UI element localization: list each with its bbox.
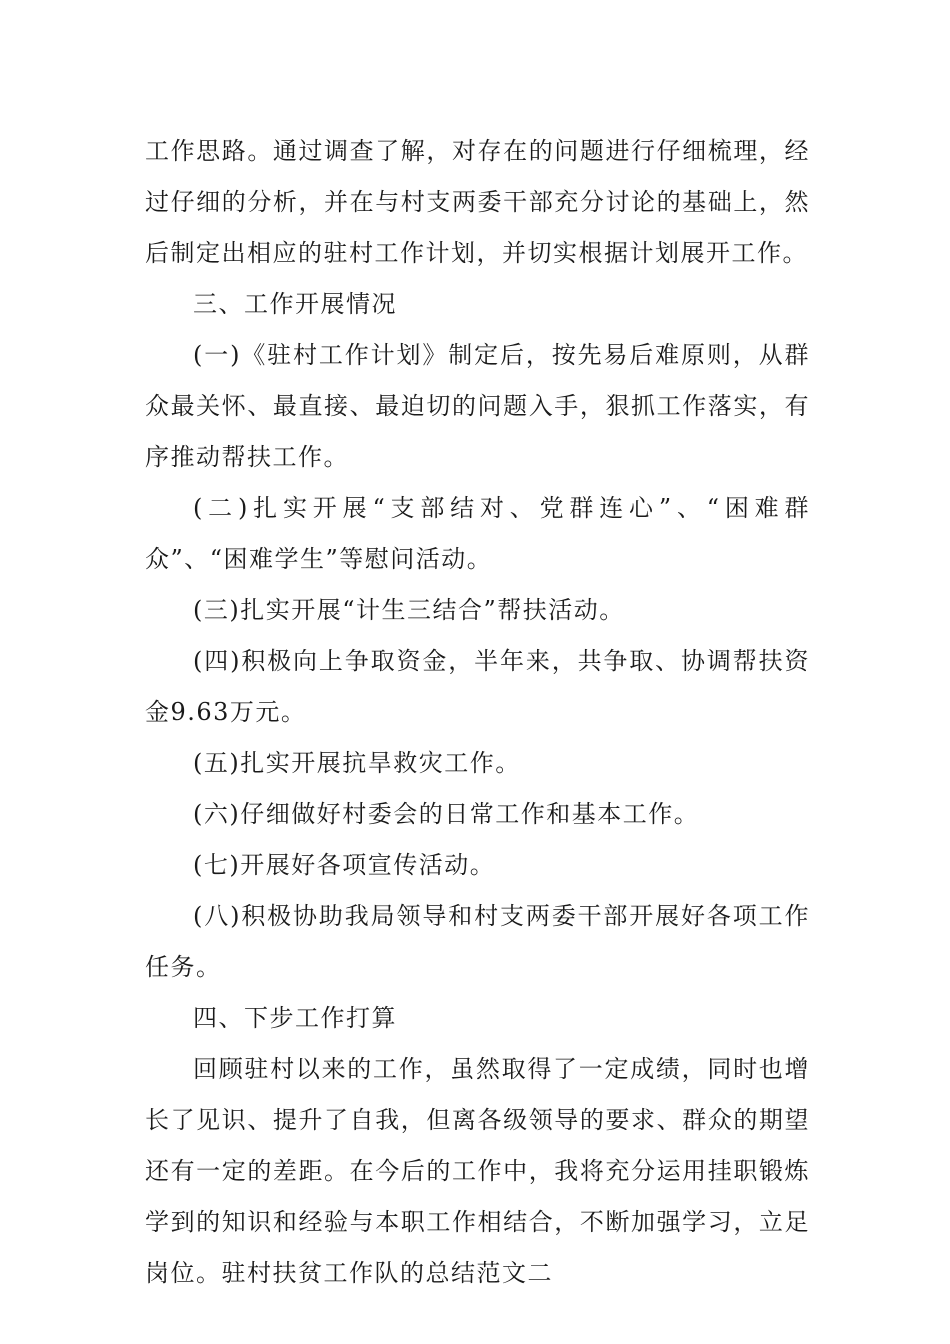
paragraph-closing: 回顾驻村以来的工作，虽然取得了一定成绩，同时也增长了见识、提升了自我，但离各级领导的要求、群众的期望还有一定的差距。在今后的工作中，我将充分运用挂职锻炼学到的知识和经验与本职工作相结合，不断加强学习，立足岗位。驻村扶贫工作队的总结范文二 xyxy=(145,1055,810,1287)
list-item-7: (七)开展好各项宣传活动。 xyxy=(193,851,496,879)
paragraph-1: 工作思路。通过调查了解，对存在的问题进行仔细梳理，经过仔细的分析，并在与村支两委干部充分讨论的基础上，然后制定出相应的驻村工作计划，并切实根据计划展开工作。 xyxy=(145,137,810,267)
list-item-8: (八)积极协助我局领导和村支两委干部开展好各项工作任务。 xyxy=(145,902,810,981)
section-heading-4: 四、下步工作打算 xyxy=(193,1004,397,1032)
list-item-6: (六)仔细做好村委会的日常工作和基本工作。 xyxy=(193,800,700,828)
section-heading-3: 三、工作开展情况 xyxy=(193,290,397,318)
list-item-1: (一)《驻村工作计划》制定后，按先易后难原则，从群众最关怀、最直接、最迫切的问题入手，狠抓工作落实，有序推动帮扶工作。 xyxy=(145,341,810,471)
list-item-2: (二)扎实开展“支部结对、党群连心”、“困难群众”、“困难学生”等慰问活动。 xyxy=(145,494,810,573)
list-item-5: (五)扎实开展抗旱救灾工作。 xyxy=(193,749,521,777)
list-item-4: (四)积极向上争取资金，半年来，共争取、协调帮扶资金9.63万元。 xyxy=(145,647,810,726)
document-body xyxy=(145,126,810,1299)
list-item-3: (三)扎实开展“计生三结合”帮扶活动。 xyxy=(193,596,625,624)
